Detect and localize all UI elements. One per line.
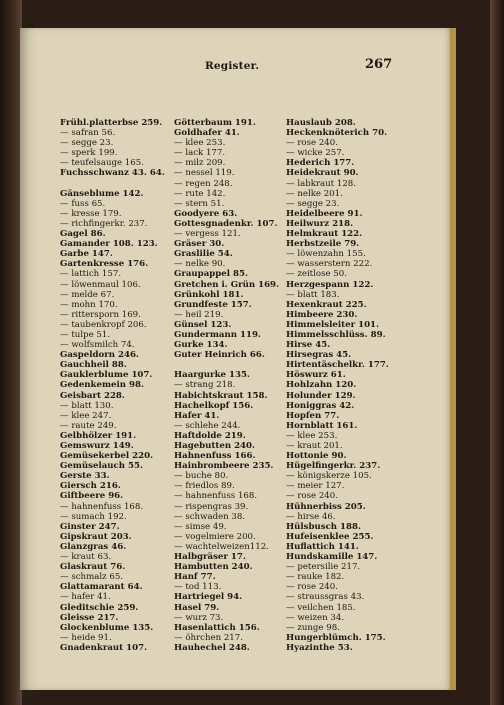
index-entry-subentry: — straussgras 43. xyxy=(286,592,365,603)
index-entry-headword: Hederich 177. xyxy=(286,158,355,169)
index-entry-subentry: — tulpe 51. xyxy=(60,329,111,340)
index-entry-subentry: — sumach 192. xyxy=(60,511,127,522)
index-entry-subentry: — wachtelweizen112. xyxy=(174,541,269,552)
index-entry-subentry: — rittersporn 169. xyxy=(60,309,141,320)
index-entry-subentry: — strang 218. xyxy=(174,380,236,391)
index-entry-headword: Fuchsschwanz 43. 64. xyxy=(60,168,165,179)
index-entry-headword: Hambutten 240. xyxy=(174,562,253,573)
book-spine-edge xyxy=(0,0,22,705)
index-entry-headword: Hauslaub 208. xyxy=(286,118,356,128)
index-entry-headword: Hülsbusch 188. xyxy=(286,521,361,532)
index-entry-headword: Höswurz 61. xyxy=(286,370,346,381)
index-entry-headword: Hungerblümch. 175. xyxy=(286,632,386,643)
index-entry-headword: Honiggras 42. xyxy=(286,400,355,411)
index-entry-headword: Geisbart 228. xyxy=(60,390,125,401)
index-entry-headword: Haargurke 135. xyxy=(174,370,250,381)
index-entry-subentry: — löwenzahn 155. xyxy=(286,249,366,260)
index-entry-subentry: — teufelsauge 165. xyxy=(60,158,144,169)
index-entry-subentry: — nessel 119. xyxy=(174,168,235,179)
index-entry-headword: Goodyere 63. xyxy=(174,208,238,219)
index-entry-subentry: — öhrchen 217. xyxy=(174,632,243,643)
index-entry-headword: Hundskamille 147. xyxy=(286,552,378,563)
index-entry-subentry: — segge 23. xyxy=(286,198,340,209)
index-entry-headword: Garbe 147. xyxy=(60,249,113,260)
index-entry-subentry: — schmalz 65. xyxy=(60,572,124,583)
book-cover-edge xyxy=(490,0,504,705)
index-entry-subentry: — rose 240. xyxy=(286,491,338,502)
index-entry-headword: Glanzgras 46. xyxy=(60,541,127,552)
index-entry-headword: Hahnenfuss 166. xyxy=(174,451,256,462)
index-entry-headword: Hagebutten 240. xyxy=(174,441,255,451)
index-entry-headword: Hühnerbiss 205. xyxy=(286,501,366,512)
index-entry-subentry: — melde 67. xyxy=(60,289,115,300)
index-entry-headword: Heidelbeere 91. xyxy=(286,208,363,219)
index-entry-headword: Gagel 86. xyxy=(60,229,106,240)
index-entry-headword: Glaskraut 76. xyxy=(60,562,126,573)
book-page xyxy=(20,28,456,690)
index-entry-headword: Gartenkresse 176. xyxy=(60,259,149,270)
index-entry-headword: Hafer 41. xyxy=(174,410,220,421)
index-entry-headword: Glockenblume 135. xyxy=(60,622,154,633)
index-entry-headword: Gemüselauch 55. xyxy=(60,461,143,472)
index-entry-headword: Hügelfingerkr. 237. xyxy=(286,461,381,472)
index-entry-subentry: — klee 247. xyxy=(60,410,112,421)
index-entry-subentry: — wasserstern 222. xyxy=(286,259,373,270)
index-entry-headword: Gundermann 119. xyxy=(174,329,261,340)
index-entry-headword: Hornblatt 161. xyxy=(286,420,358,431)
index-entry-subentry: — lack 177. xyxy=(174,148,226,159)
index-entry-headword: Hexenkraut 225. xyxy=(286,299,367,310)
index-entry-headword: Grundfeste 157. xyxy=(174,299,252,310)
index-entry-headword: Himbeere 230. xyxy=(286,309,358,320)
index-entry-headword: Himmelsschlüss. 89. xyxy=(286,329,386,340)
index-entry-subentry: — kresse 179. xyxy=(60,208,122,219)
index-entry-headword: Gänseblume 142. xyxy=(60,188,144,199)
index-entry-headword: Herbstzeile 79. xyxy=(286,239,360,250)
index-entry-headword: Halbgräser 17. xyxy=(174,552,246,563)
index-entry-headword: Goldhafer 41. xyxy=(174,128,240,139)
running-head: Register. xyxy=(205,60,260,72)
index-entry-subentry: — wicke 257. xyxy=(286,148,345,159)
index-entry-headword: Gelbhölzer 191. xyxy=(60,430,137,441)
index-entry-headword: Gemswurz 149. xyxy=(60,441,134,451)
index-entry-subentry: — labkraut 128. xyxy=(286,178,356,189)
index-entry-headword: Hirse 45. xyxy=(286,340,331,351)
page-header xyxy=(20,57,450,76)
index-entry-headword: Himmelsleiter 101. xyxy=(286,319,380,330)
index-entry-headword: Hopfen 77. xyxy=(286,410,340,421)
index-entry-subentry: — sperk 199. xyxy=(60,148,118,159)
index-entry-subentry: — schwaden 38. xyxy=(174,511,246,522)
index-entry-subentry: — tod 113. xyxy=(174,582,222,593)
index-column-3 xyxy=(286,118,416,653)
index-entry-headword: Hachelkopf 156. xyxy=(174,400,254,411)
index-entry-subentry: — wolfsmilch 74. xyxy=(60,340,135,351)
index-entry-headword: Heidekraut 90. xyxy=(286,168,359,179)
index-entry-subentry: — buche 80. xyxy=(174,471,229,482)
index-entry-headword: Hasenlattich 156. xyxy=(174,622,260,633)
index-entry-subentry: — hirse 46. xyxy=(286,511,336,522)
index-entry-headword: Gaspeldorn 246. xyxy=(60,350,139,361)
index-entry-subentry: — klee 253. xyxy=(286,430,338,441)
index-entry-headword: Gräser 30. xyxy=(174,239,225,250)
index-entry-headword: Graslilie 54. xyxy=(174,249,233,260)
index-entry-subentry: — segge 23. xyxy=(60,138,114,149)
index-entry-headword: Günsel 123. xyxy=(174,319,232,330)
index-entry-subentry: — fuss 65. xyxy=(60,198,106,209)
index-entry-headword: Hufeisenklee 255. xyxy=(286,531,374,542)
index-entry-subentry: — hahnenfuss 168. xyxy=(60,501,144,512)
index-entry-headword: Hartriegel 94. xyxy=(174,592,243,603)
index-entry-headword: Hohlzahn 120. xyxy=(286,380,357,391)
index-entry-subentry: — zeitlose 50. xyxy=(286,269,347,280)
index-entry-headword: Gurke 134. xyxy=(174,340,228,351)
index-entry-headword: Gipskraut 203. xyxy=(60,531,132,542)
index-entry-subentry: — heide 91. xyxy=(60,632,112,643)
index-entry-subentry: — rute 142. xyxy=(174,188,226,199)
index-entry-subentry: — weizen 34. xyxy=(286,612,345,623)
index-entry-headword: Hottonie 90. xyxy=(286,451,347,462)
index-entry-headword: Holunder 129. xyxy=(286,390,356,401)
index-entry-headword: Gottesgnadenkr. 107. xyxy=(174,218,278,229)
index-entry-headword: Hyazinthe 53. xyxy=(286,642,353,653)
index-entry-subentry: — nelke 201. xyxy=(286,188,343,199)
page-number: 267 xyxy=(365,57,393,72)
index-entry-subentry: — hahnenfuss 168. xyxy=(174,491,258,502)
index-entry-subentry: — safran 56. xyxy=(60,128,116,139)
index-entry-subentry: — kraut 201. xyxy=(286,441,343,451)
index-entry-subentry: — taubenkropf 206. xyxy=(60,319,147,330)
index-entry-headword: Hasel 79. xyxy=(174,602,220,613)
index-entry-headword: Gemüsekerbel 220. xyxy=(60,451,154,462)
index-entry-subentry: — vogelmiere 200. xyxy=(174,531,256,542)
index-entry-subentry: — zunge 98. xyxy=(286,622,340,633)
index-column-2 xyxy=(174,118,296,653)
index-entry-headword: Gauchheil 88. xyxy=(60,360,127,371)
index-column-1 xyxy=(60,118,182,653)
index-entry-headword: Gauklerblume 107. xyxy=(60,370,153,381)
index-entry-headword: Grünkohl 181. xyxy=(174,289,244,300)
index-entry-headword: Graupappel 85. xyxy=(174,269,248,280)
index-entry-headword: Hainbrombeere 235. xyxy=(174,461,274,472)
index-entry-subentry: — regen 248. xyxy=(174,178,233,189)
index-entry-headword: Gleisse 217. xyxy=(60,612,119,623)
index-entry-headword: Gretchen i. Grün 169. xyxy=(174,279,280,290)
index-entry-subentry: — rispengras 39. xyxy=(174,501,249,512)
index-entry-headword: Giersch 216. xyxy=(60,481,121,492)
index-entry-headword: Helmkraut 122. xyxy=(286,229,363,240)
index-entry-headword: Gnadenkraut 107. xyxy=(60,642,148,653)
index-entry-subentry: — nelke 90. xyxy=(174,259,226,270)
index-entry-subentry: — veilchen 185. xyxy=(286,602,356,613)
index-entry-headword: Ginster 247. xyxy=(60,521,120,532)
index-entry-subentry: — milz 209. xyxy=(174,158,226,169)
index-entry-headword: Hirtentäschelkr. 177. xyxy=(286,360,389,371)
section-gap xyxy=(60,179,182,189)
index-entry-headword: Habichtskraut 158. xyxy=(174,390,268,401)
index-entry-headword: Glattamarant 64. xyxy=(60,582,143,593)
index-entry-subentry: — richfingerkr. 237. xyxy=(60,218,148,229)
index-entry-headword: Götterbaum 191. xyxy=(174,118,256,128)
index-entry-subentry: — löwenmaul 106. xyxy=(60,279,141,290)
index-entry-subentry: — petersilie 217. xyxy=(286,562,361,573)
index-entry-headword: Gamander 108. 123. xyxy=(60,239,158,250)
index-entry-headword: Hauhechel 248. xyxy=(174,642,250,653)
index-entry-subentry: — rose 240. xyxy=(286,582,338,593)
index-entry-subentry: — heil 219. xyxy=(174,309,224,320)
index-entry-headword: Gerste 33. xyxy=(60,471,110,482)
index-entry-subentry: — hafer 41. xyxy=(60,592,111,603)
index-entry-subentry: — königskerze 105. xyxy=(286,471,372,482)
index-entry-headword: Herzgespann 122. xyxy=(286,279,374,290)
index-entry-subentry: — friedlos 89. xyxy=(174,481,235,492)
index-entry-headword: Huflattich 141. xyxy=(286,541,359,552)
index-entry-subentry: — blatt 183. xyxy=(286,289,340,300)
index-entry-headword: Heilwurz 218. xyxy=(286,218,354,229)
index-entry-subentry: — schlehe 244. xyxy=(174,420,241,431)
index-entry-headword: Hanf 77. xyxy=(174,572,216,583)
index-entry-subentry: — raute 249. xyxy=(60,420,117,431)
index-entry-subentry: — vergess 121. xyxy=(174,229,241,240)
index-entry-subentry: — kraut 63. xyxy=(60,552,112,563)
index-entry-headword: Haftdolde 219. xyxy=(174,430,246,441)
index-entry-subentry: — simse 49. xyxy=(174,521,227,532)
index-entry-headword: Frühl.platterbse 259. xyxy=(60,118,163,128)
index-entry-headword: Heckenknöterich 70. xyxy=(286,128,388,139)
index-entry-headword: Giftbeere 96. xyxy=(60,491,124,502)
index-entry-headword: Hirsegras 45. xyxy=(286,350,352,361)
index-entry-subentry: — stern 51. xyxy=(174,198,225,209)
index-entry-subentry: — mohn 170. xyxy=(60,299,118,310)
index-entry-subentry: — rauke 182. xyxy=(286,572,345,583)
index-entry-subentry: — rose 240. xyxy=(286,138,338,149)
index-entry-subentry: — lattich 157. xyxy=(60,269,122,280)
index-entry-headword: Guter Heinrich 66. xyxy=(174,350,265,361)
index-entry-subentry: — wurz 73. xyxy=(174,612,224,623)
index-entry-subentry: — klee 253. xyxy=(174,138,226,149)
index-entry-headword: Gedenkemein 98. xyxy=(60,380,144,391)
section-gap xyxy=(174,360,296,370)
index-entry-subentry: — blatt 130. xyxy=(60,400,114,411)
index-entry-headword: Gleditschie 259. xyxy=(60,602,139,613)
index-entry-subentry: — meier 127. xyxy=(286,481,345,492)
